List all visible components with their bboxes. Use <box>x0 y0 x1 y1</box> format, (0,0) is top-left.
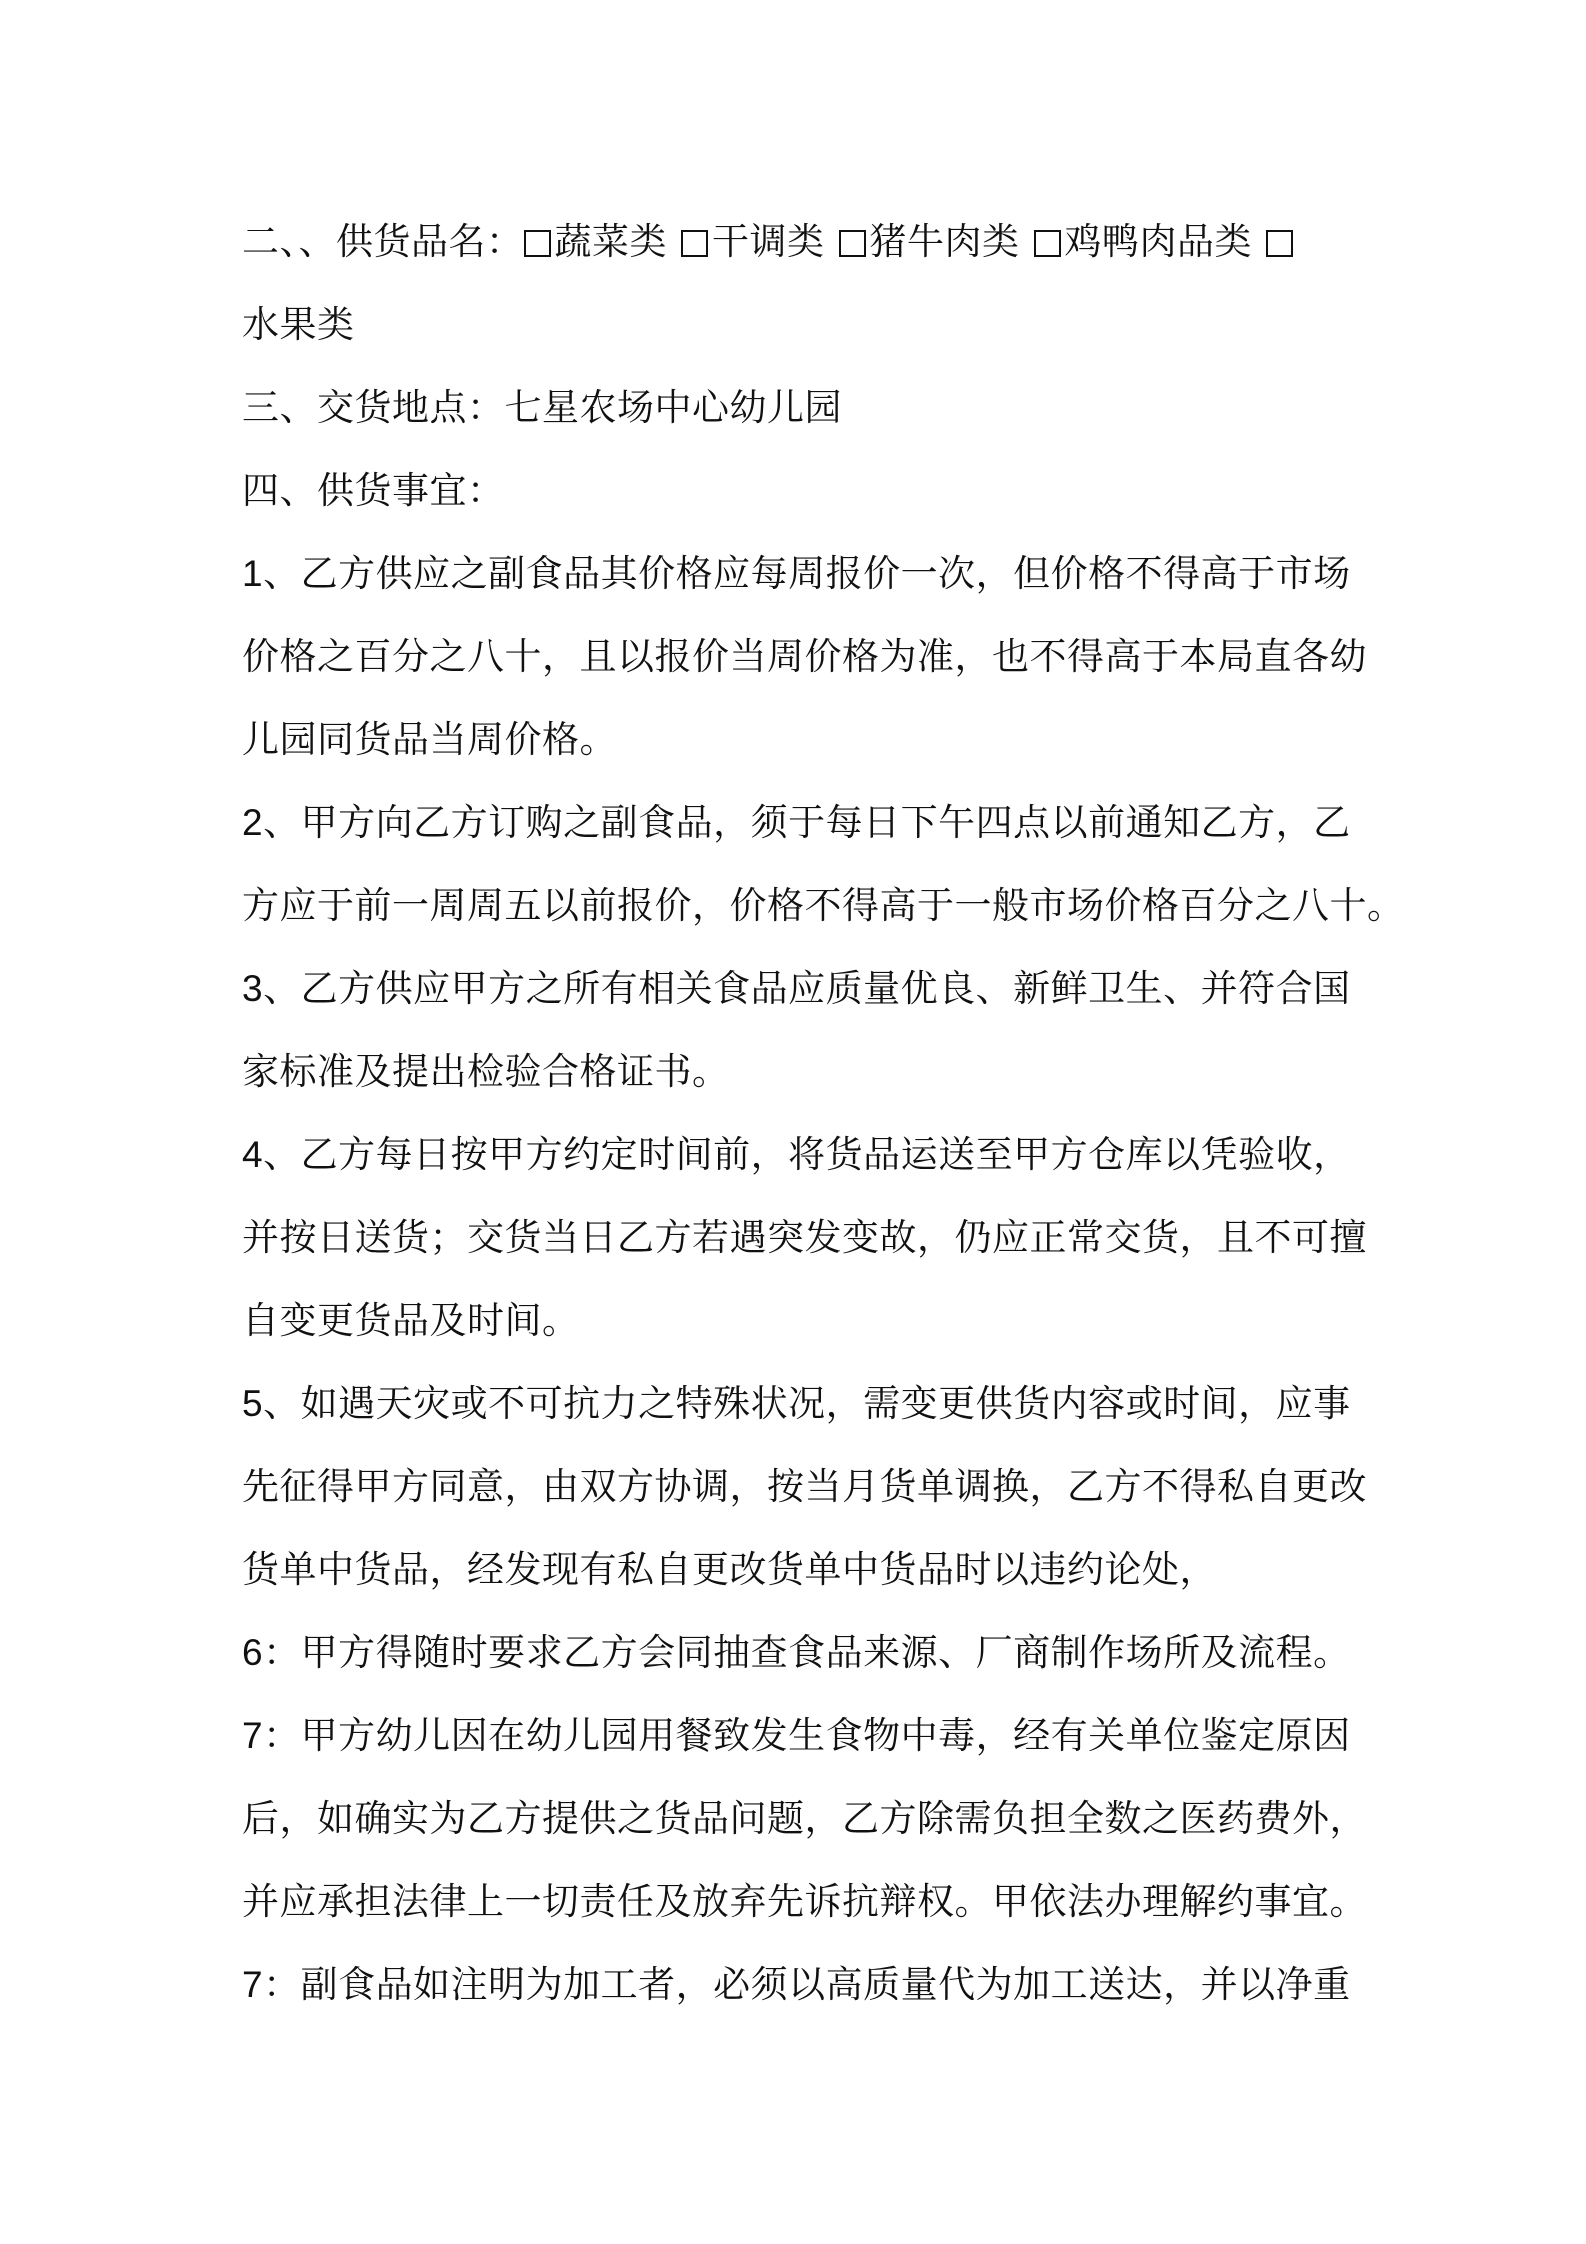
goods-option-pork-beef[interactable] <box>839 200 1020 283</box>
goods-option-poultry[interactable] <box>1034 200 1253 283</box>
clause-line: 儿园同货品当周价格。 <box>242 719 617 760</box>
clause-paragraph <box>242 1694 1402 1943</box>
clause-line: 7：甲方幼儿因在幼儿园用餐致发生食物中毒，经有关单位鉴定原因 <box>242 1715 1351 1756</box>
checkbox-icon[interactable] <box>524 230 551 257</box>
clause-line: 6：甲方得随时要求乙方会同抽查食品来源、厂商制作场所及流程。 <box>242 1632 1351 1673</box>
checkbox-icon[interactable] <box>681 230 708 257</box>
clause-line: 货单中货品，经发现有私自更改货单中货品时以违约论处， <box>242 1549 1217 1590</box>
clause-line: 三、交货地点：七星农场中心幼儿园 <box>242 387 842 428</box>
contract-page <box>242 200 1405 2026</box>
clause-line: 并应承担法律上一切责任及放弃先诉抗辩权。甲依法办理解约事宜。 <box>242 1881 1367 1922</box>
goods-option-label: 猪牛肉类 <box>869 221 1020 262</box>
clause-line: 并按日送货；交货当日乙方若遇突发变故，仍应正常交货，且不可擅 <box>242 1217 1367 1258</box>
clause-line: 4、乙方每日按甲方约定时间前，将货品运送至甲方仓库以凭验收， <box>242 1134 1351 1175</box>
clause-paragraph <box>242 532 1402 781</box>
clause-paragraph <box>242 1943 1402 2026</box>
contract-clauses <box>242 366 1405 2026</box>
checkbox-icon[interactable] <box>1266 230 1293 257</box>
goods-option-label: 蔬菜类 <box>554 221 667 262</box>
checkbox-icon[interactable] <box>839 230 866 257</box>
clause-line: 家标准及提出检验合格证书。 <box>242 1051 730 1092</box>
goods-option-label: 干调类 <box>712 221 825 262</box>
clause-line: 7：副食品如注明为加工者，必须以高质量代为加工送达，并以净重 <box>242 1964 1351 2005</box>
clause-line: 自变更货品及时间。 <box>242 1300 580 1341</box>
clause-line: 方应于前一周周五以前报价，价格不得高于一般市场价格百分之八十。 <box>242 885 1405 926</box>
clause-line: 后，如确实为乙方提供之货品问题，乙方除需负担全数之医药费外， <box>242 1798 1367 1839</box>
goods-line <box>242 200 1402 283</box>
clause-line: 2、甲方向乙方订购之副食品，须于每日下午四点以前通知乙方，乙 <box>242 802 1351 843</box>
goods-option-fruit[interactable] <box>1266 200 1297 283</box>
clause-paragraph <box>242 947 1402 1113</box>
clause-line: 3、乙方供应甲方之所有相关食品应质量优良、新鲜卫生、并符合国 <box>242 968 1351 1009</box>
goods-option-label: 鸡鸭肉品类 <box>1064 221 1252 262</box>
goods-option-vegetables[interactable] <box>524 200 668 283</box>
goods-heading: 二、、供货品名： <box>242 221 524 262</box>
clause-line: 1、乙方供应之副食品其价格应每周报价一次，但价格不得高于市场 <box>242 553 1351 594</box>
clause-line: 5、如遇天灾或不可抗力之特殊状况，需变更供货内容或时间，应事 <box>242 1383 1351 1424</box>
goods-line-continued <box>242 283 1402 366</box>
clause-paragraph <box>242 781 1405 947</box>
goods-option-dry-seasoning[interactable] <box>681 200 825 283</box>
clause-line: 四、供货事宜： <box>242 470 505 511</box>
checkbox-icon[interactable] <box>1034 230 1061 257</box>
clause-line: 价格之百分之八十，且以报价当周价格为准，也不得高于本局直各幼 <box>242 636 1367 677</box>
clause-line: 先征得甲方同意，由双方协调，按当月货单调换，乙方不得私自更改 <box>242 1466 1367 1507</box>
clause-paragraph <box>242 1113 1402 1362</box>
clause-paragraph <box>242 449 1402 532</box>
clause-paragraph <box>242 1611 1402 1694</box>
clause-paragraph <box>242 1362 1402 1611</box>
clause-paragraph <box>242 366 1402 449</box>
goods-option-label: 水果类 <box>242 304 355 345</box>
